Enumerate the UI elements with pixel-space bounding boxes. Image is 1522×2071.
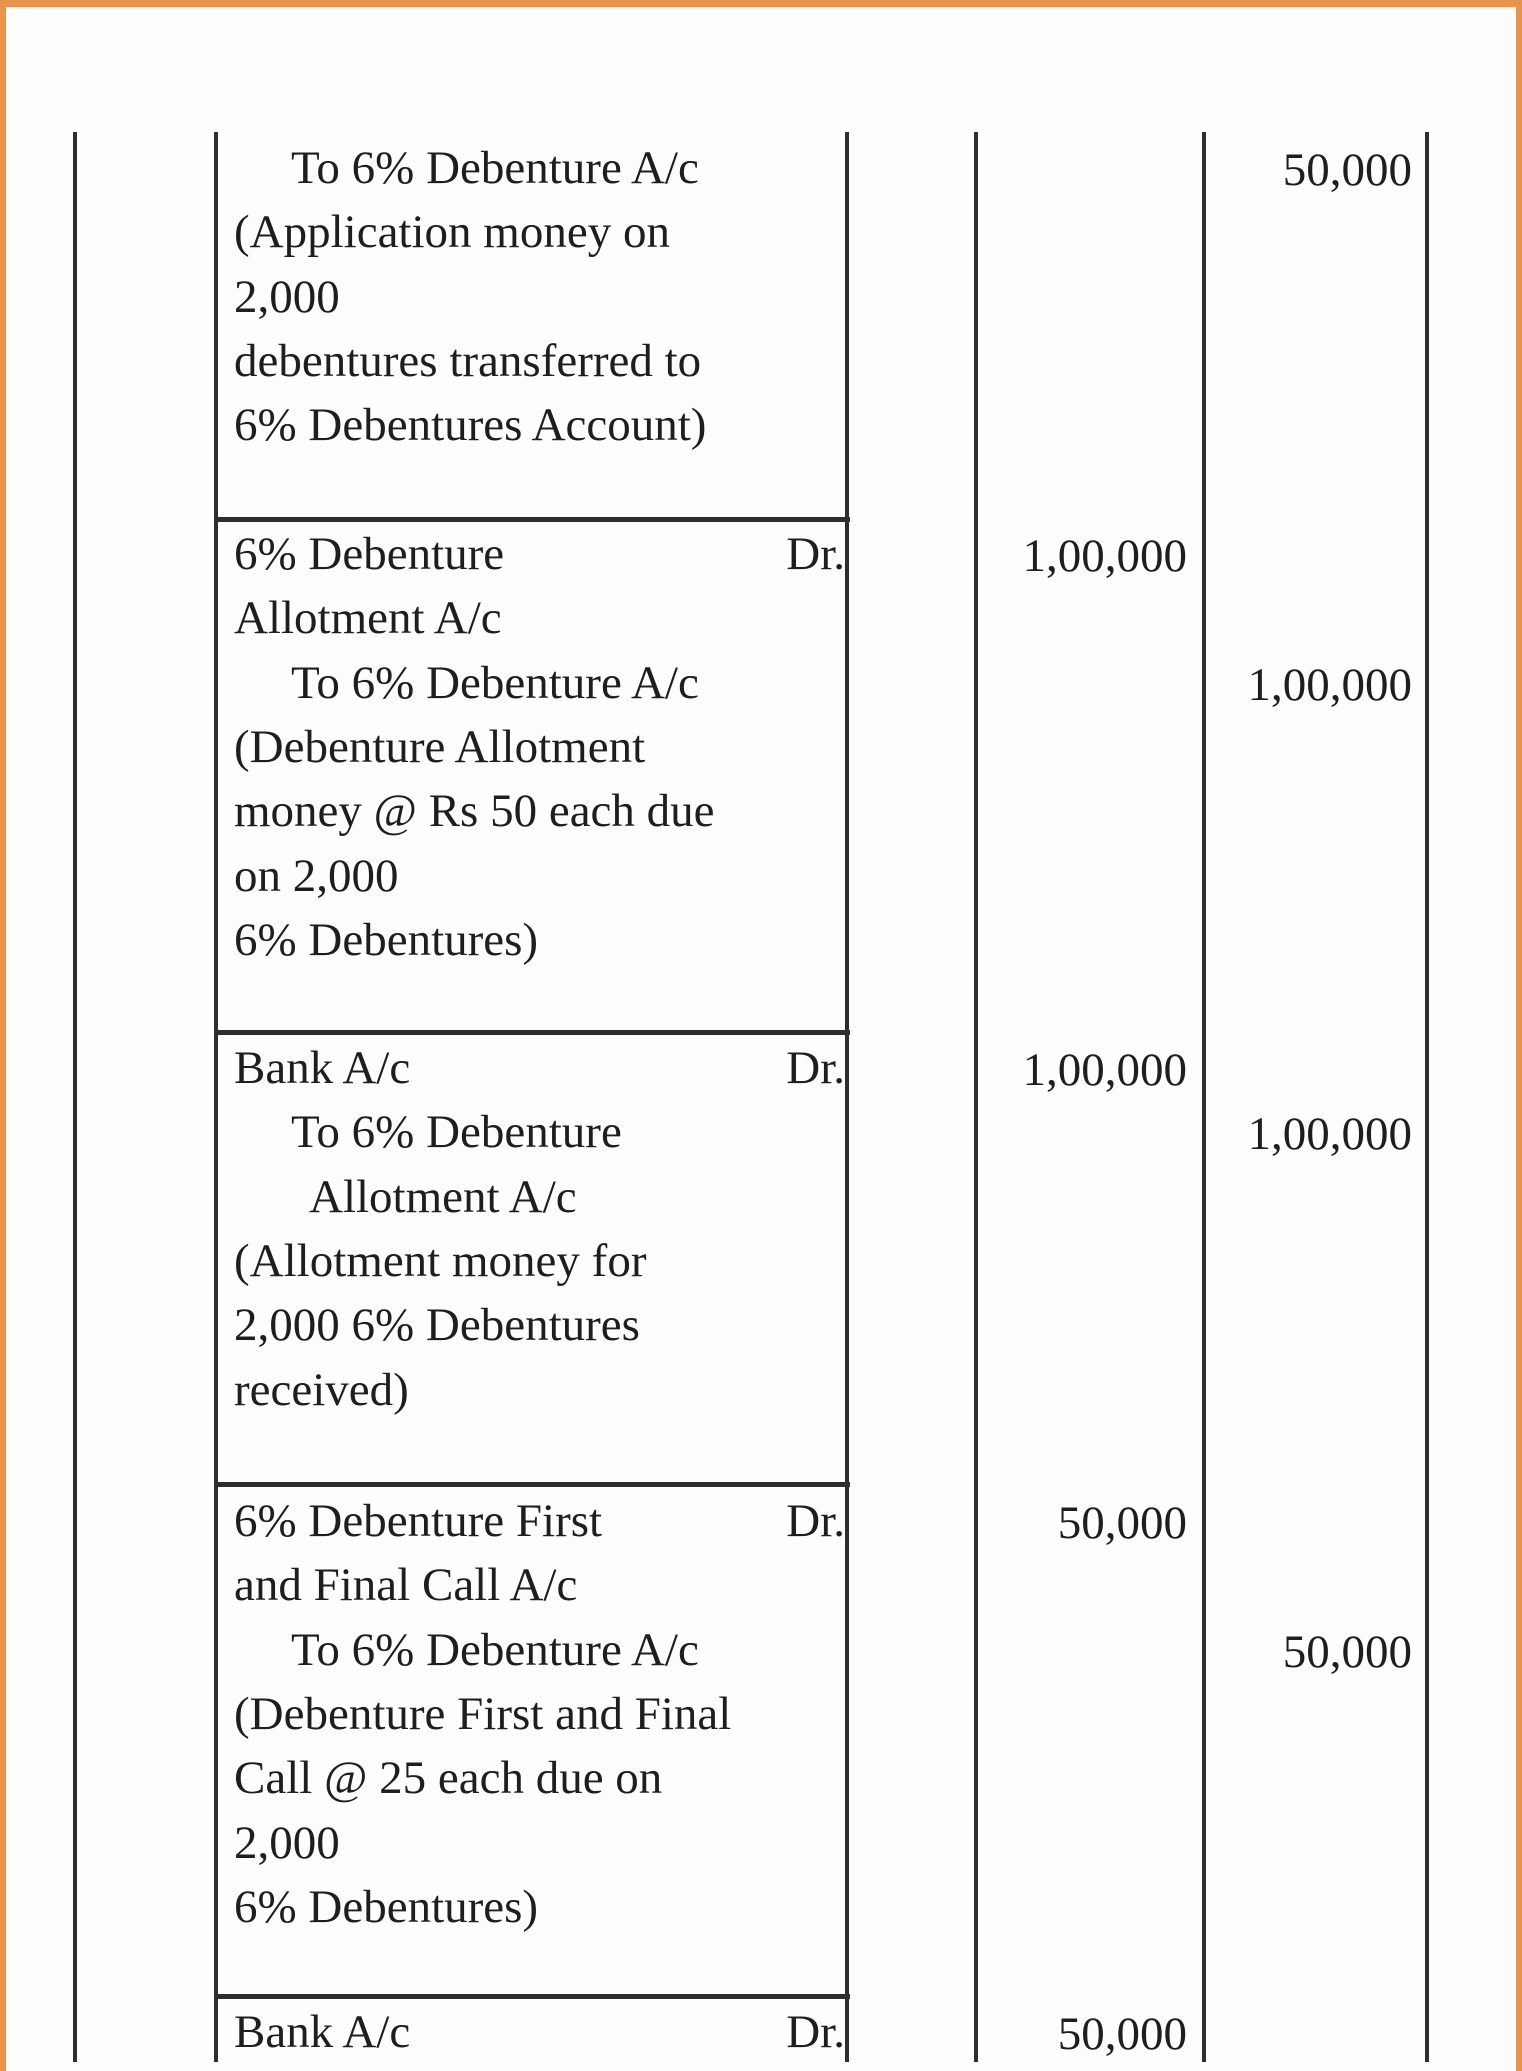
table-rule-left-margin xyxy=(73,132,77,2062)
row-divider xyxy=(214,1482,850,1487)
credit-amount: 50,000 xyxy=(1282,1625,1412,1678)
journal-line-text: 6% Debentures Account) xyxy=(234,399,707,452)
journal-line xyxy=(219,1043,861,1094)
journal-line-text: debentures transferred to xyxy=(234,334,702,387)
journal-line-text: To 6% Debenture xyxy=(291,1106,622,1159)
dr-label: Dr. xyxy=(786,528,845,580)
journal-line-text: Bank A/c xyxy=(234,2006,411,2058)
journal-line xyxy=(219,400,861,451)
table-rule-particulars-left xyxy=(214,132,218,2062)
journal-line-text: Call @ 25 each due on xyxy=(234,1752,663,1805)
journal-line-text: and Final Call A/c xyxy=(234,1559,578,1612)
row-divider xyxy=(214,517,850,522)
journal-line xyxy=(219,786,861,837)
debit-amount: 50,000 xyxy=(1057,2008,1187,2060)
journal-line xyxy=(219,1753,861,1804)
journal-line xyxy=(219,1107,918,1158)
debit-amount: 50,000 xyxy=(1057,1497,1187,1549)
journal-line-text: 2,000 6% Debentures xyxy=(234,1299,640,1352)
credit-amount: 1,00,000 xyxy=(1247,658,1412,711)
journal-line-text: (Debenture First and Final xyxy=(234,1687,732,1740)
journal-line-text: 2,000 xyxy=(234,1816,340,1869)
journal-line-text: money @ Rs 50 each due xyxy=(234,785,715,838)
journal-line-text: 6% Debentures) xyxy=(234,913,539,966)
journal-line-text: 6% Debenture First xyxy=(234,1495,603,1547)
journal-line-text: (Application money on xyxy=(234,206,670,259)
journal-line-text: Allotment A/c xyxy=(234,592,502,645)
journal-line-text: on 2,000 xyxy=(234,849,399,902)
dr-label: Dr. xyxy=(786,1495,845,1547)
journal-line xyxy=(219,1560,861,1611)
journal-line xyxy=(219,336,861,387)
journal-line-text: (Allotment money for xyxy=(234,1234,647,1287)
journal-line xyxy=(219,915,861,966)
credit-amount: 50,000 xyxy=(1282,144,1412,196)
journal-line-text: 2,000 xyxy=(234,270,340,323)
journal-line xyxy=(219,2007,861,2058)
journal-line xyxy=(219,593,861,644)
credit-amount: 1,00,000 xyxy=(1247,1108,1412,1161)
page-border-top xyxy=(0,0,1522,7)
journal-line-text: Bank A/c xyxy=(234,1042,411,1094)
table-rule-credit-right xyxy=(1425,132,1429,2062)
page-border-left xyxy=(0,0,6,2071)
journal-line xyxy=(219,1625,918,1676)
journal-line xyxy=(219,1365,861,1416)
journal-line-text: Allotment A/c xyxy=(309,1170,577,1223)
journal-line xyxy=(219,1300,861,1351)
table-rule-debit-left xyxy=(974,132,978,2062)
dr-label: Dr. xyxy=(786,1042,845,1094)
dr-label: Dr. xyxy=(786,2006,845,2058)
journal-line-text: To 6% Debenture A/c xyxy=(291,1623,699,1676)
journal-line-text: (Debenture Allotment xyxy=(234,720,646,773)
row-divider xyxy=(214,1030,850,1035)
journal-line xyxy=(219,143,918,194)
journal-line xyxy=(219,207,861,258)
journal-line xyxy=(219,851,861,902)
row-divider xyxy=(214,1994,850,1999)
journal-line-text: received) xyxy=(234,1363,409,1416)
journal-line-text: 6% Debenture xyxy=(234,528,505,580)
page-border-right xyxy=(1516,0,1522,2071)
journal-line xyxy=(219,1172,936,1223)
journal-line-text: 6% Debentures) xyxy=(234,1880,539,1933)
debit-amount: 1,00,000 xyxy=(1022,530,1187,582)
journal-line-text: To 6% Debenture A/c xyxy=(291,656,699,709)
journal-line xyxy=(219,1882,861,1933)
debit-amount: 1,00,000 xyxy=(1022,1044,1187,1096)
journal-line xyxy=(219,658,918,709)
journal-line xyxy=(219,272,861,323)
journal-line xyxy=(219,529,861,580)
table-rule-debit-credit xyxy=(1202,132,1206,2062)
journal-line xyxy=(219,1818,861,1869)
journal-line-text: To 6% Debenture A/c xyxy=(291,142,699,194)
journal-line xyxy=(219,1496,861,1547)
journal-line xyxy=(219,1689,861,1740)
journal-line xyxy=(219,1236,861,1287)
journal-line xyxy=(219,722,861,773)
